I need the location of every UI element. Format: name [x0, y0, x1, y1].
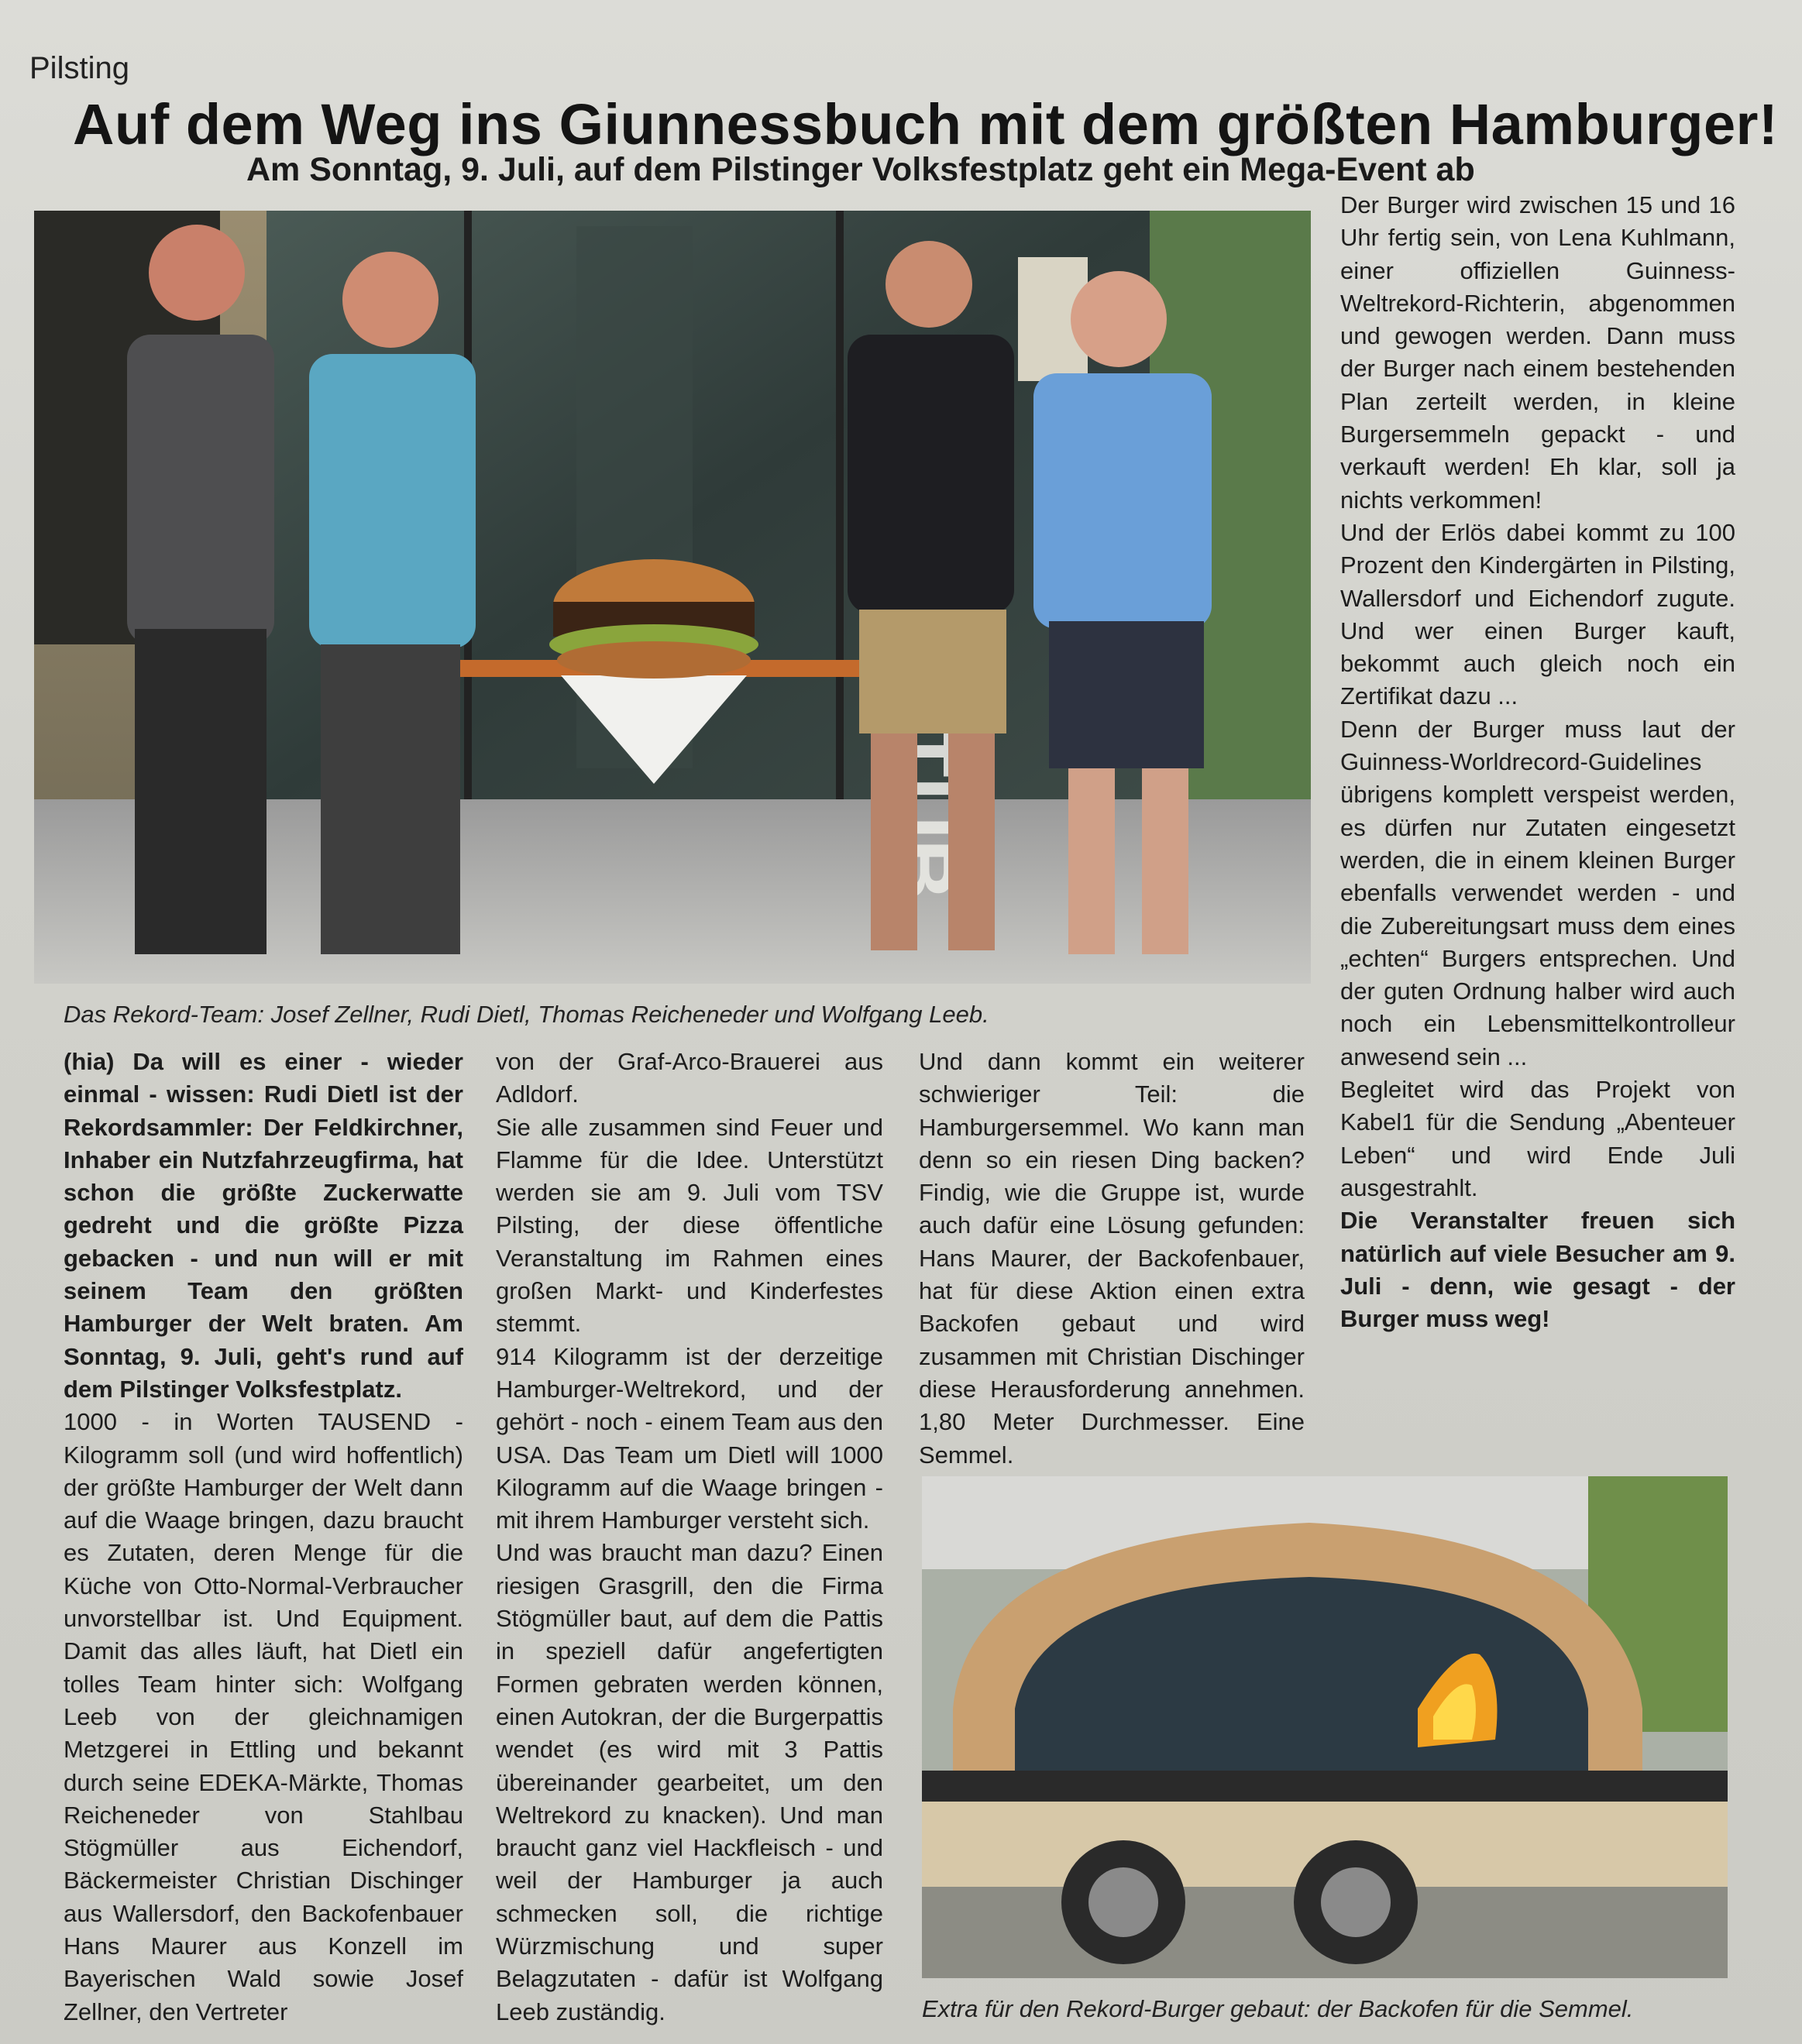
team-photo-caption: Das Rekord-Team: Josef Zellner, Rudi Dietl, Thomas Reicheneder und Wolfgang Leeb. [64, 1001, 989, 1028]
article-column-3 [919, 1046, 1305, 1472]
article-col4-p2: Und der Erlös dabei kommt zu 100 Prozent den Kindergärten in Pilsting, Wallersdorf und Eichendorf zugute. Und wer einen Burger kauft, bekommt auch gleich noch ein Zertifikat dazu ... [1340, 518, 1735, 710]
article-col2-p3: 914 Kilogramm ist der derzeitige Hamburger-Weltrekord, und der gehört - noch - einem Team aus den USA. Das Team um Dietl will 1000 Kilogramm auf die Waage bringen - mit ihrem Hamburger versteht sich. [496, 1342, 883, 1534]
article-col3-p1: Und dann kommt ein weiterer schwieriger Teil: die Hamburgersemmel. Wo kann man denn so ein riesen Ding backen? Findig, wie die Gruppe ist, wurde auch dafür eine Lösung gefunden: Hans Maurer, der Backofenbauer, hat für diese Aktion einen extra Backofen gebaut und wird zusammen mit Christian Dischinger diese Herausforderung annehmen. 1,80 Meter Durchmesser. Eine Semmel. [919, 1048, 1305, 1469]
oven-photo-caption: Extra für den Rekord-Burger gebaut: der Backofen für die Semmel. [922, 1995, 1634, 2022]
dateline: Pilsting [29, 51, 129, 85]
article-col4-p3: Denn der Burger muss laut der Guinness-Worldrecord-Guidelines übrigens komplett verspeist werden, es dürfen nur Zutaten eingesetzt werden, die in einem kleinen Burger ebenfalls verwendet werden - und die Zubereitungsart muss dem eines „echten“ Burgers entsprechen. Und der guten Ordnung halber wird auch noch ein Lebensmittelkontrolleur anwesend sein ... [1340, 715, 1735, 1070]
article-column-1 [64, 1046, 463, 2029]
article-col4-p1: Der Burger wird zwischen 15 und 16 Uhr fertig sein, von Lena Kuhlmann, einer offiziellen Guinness-Weltrekord-Richterin, abgenommen und gewogen werden. Dann muss der Burger nach einem bestehenden Plan zerteilt werden, in kleine Burgersemmeln gepackt - und verkauft werden! Eh klar, soll ja nichts verkommen! [1340, 191, 1735, 514]
oven-photo-image [922, 1476, 1728, 1978]
article-column-4 [1340, 189, 1735, 1335]
article-col2-p4: Und was braucht man dazu? Einen riesigen Grasgrill, den die Firma Stögmüller baut, auf dem die Pattis in speziell dafür angefertigten Formen gebraten werden können, einen Autokran, der die Burgerpattis wendet (es wird mit 3 Pattis übereinander gearbeitet, um den Weltrekord zu knacken). Und man braucht ganz viel Hackfleisch - und weil der Hamburger ja auch schmecken soll, die richtige Würzmischung und super Belagzutaten - dafür ist Wolfgang Leeb zuständig. [496, 1539, 883, 2025]
article-col4-p5: Die Veranstalter freuen sich natürlich auf viele Besucher am 9. Juli - denn, wie gesagt - der Burger muss weg! [1340, 1207, 1735, 1333]
article-column-2 [496, 1046, 883, 2029]
team-photo [34, 211, 1311, 984]
article-col2-p1: von der Graf-Arco-Brauerei aus Adldorf. [496, 1048, 883, 1108]
team-photo-image [34, 211, 1311, 984]
article-col4-p4: Begleitet wird das Projekt von Kabel1 für die Sendung „Abenteuer Leben“ und wird Ende Juli ausgestrahlt. [1340, 1076, 1735, 1201]
subheadline: Am Sonntag, 9. Juli, auf dem Pilstinger Volksfestplatz geht ein Mega-Event ab [246, 151, 1475, 188]
article-col1-text: 1000 - in Worten TAUSEND - Kilogramm soll (und wird hoffentlich) der größte Hamburger der Welt dann auf die Waage bringen, dazu braucht es Zutaten, deren Menge für die Küche von Otto-Normal-Verbraucher unvorstellbar ist. Und Equipment. Damit das alles läuft, hat Dietl ein tolles Team hinter sich: Wolfgang Leeb von der gleichnamigen Metzgerei in Ettling und bekannt durch seine EDEKA-Märkte, Thomas Reicheneder von Stahlbau Stögmüller aus Eichendorf, Bäckermeister Christian Dischinger aus Wallersdorf, den Backofenbauer Hans Maurer aus Konzell im Bayerischen Wald sowie Josef Zellner, den Vertreter [64, 1408, 463, 2025]
article-col2-p2: Sie alle zusammen sind Feuer und Flamme für die Idee. Unterstützt werden sie am 9. Juli vom TSV Pilsting, der diese öffentliche Veranstaltung im Rahmen eines großen Markt- und Kinderfestes stemmt. [496, 1113, 883, 1338]
oven-photo [922, 1476, 1728, 1978]
headline: Auf dem Weg ins Giunnessbuch mit dem größten Hamburger! [73, 92, 1779, 156]
article-lead: (hia) Da will es einer - wieder einmal - wissen: Rudi Dietl ist der Rekordsammler: Der Feldkirchner, Inhaber ein Nutzfahrzeugfirma, hat schon die größte Zuckerwatte gedreht und die größte Pizza gebacken - und nun will er mit seinem Team den größten Hamburger der Welt braten. Am Sonntag, 9. Juli, geht's rund auf dem Pilstinger Volksfestplatz. [64, 1048, 463, 1403]
